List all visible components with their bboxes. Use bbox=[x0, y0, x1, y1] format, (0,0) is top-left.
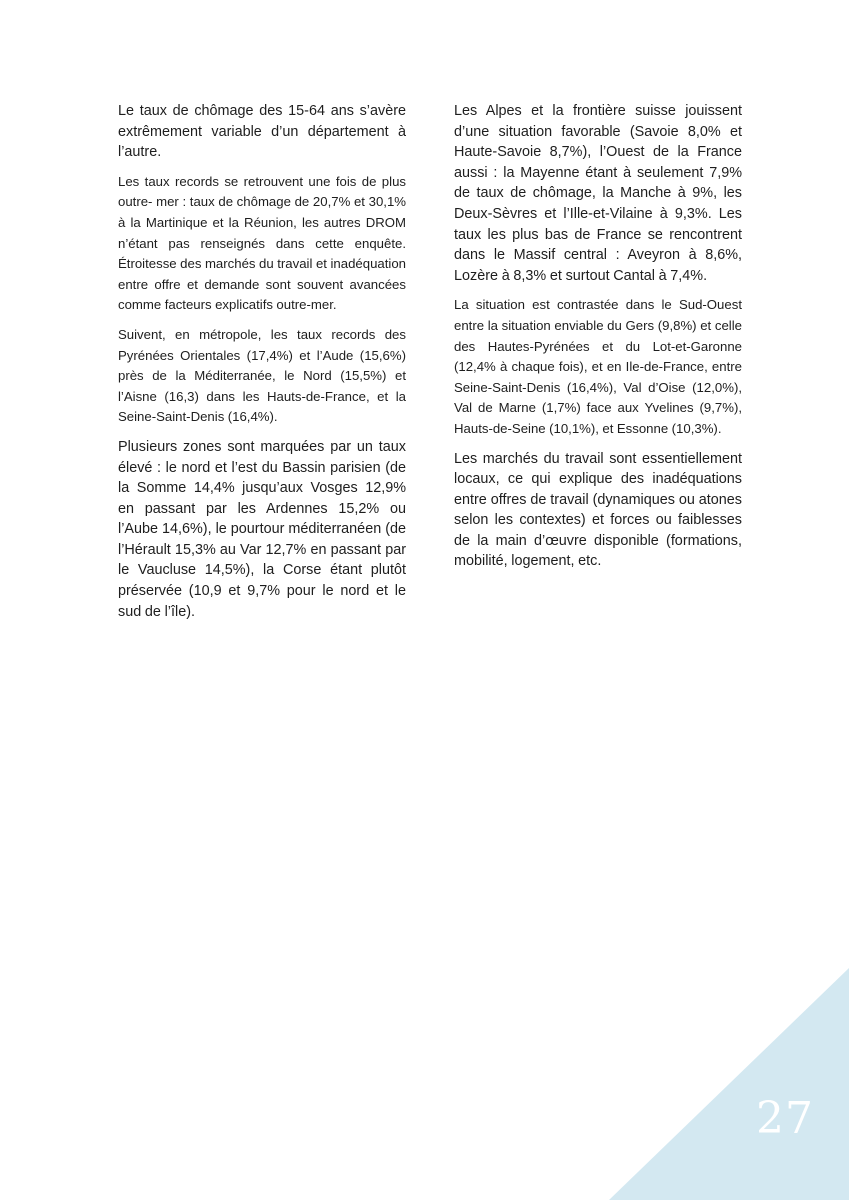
paragraph-high-rate-zones: Plusieurs zones sont marquées par un taux élevé : le nord et l’est du Bassin parisien (de la Somme 14,4% jusqu’aux Vosges 12,9% en passant par les Ardennes 15,2% ou l’Aube 14,6%), le pourtour méditerranéen (de l’Hérault 15,3% au Var 12,7% en passant par le Vaucluse 14,5%), la Corse étant plutôt préservée (10,9 et 9,7% pour le nord et le sud de l’île). bbox=[118, 438, 406, 620]
page-number: 27 bbox=[756, 1093, 814, 1144]
paragraph-favorable-regions: Les Alpes et la frontière suisse jouissent d’une situation favorable (Savoie 8,0% et Haute-Savoie 8,7%), l’Ouest de la France aussi : la Mayenne étant à seulement 7,9% de taux de chômage, la Manche à 9%, les Deux-Sèvres et l’Ille-et-Vilaine à 9,3%. Les taux les plus bas de France se rencontrent dans le Massif central : Aveyron à 8,6%, Lozère à 8,3% et surtout Cantal à 7,4%. bbox=[454, 103, 742, 284]
right-column bbox=[454, 101, 742, 581]
left-column bbox=[118, 101, 406, 631]
corner-triangle-shape bbox=[609, 968, 849, 1200]
corner-triangle-decoration bbox=[609, 968, 849, 1200]
paragraph-local-markets: Les marchés du travail sont essentiellement locaux, ce qui explique des inadéquations entre offres de travail (dynamiques ou atones selon les contextes) et forces ou faiblesses de la main d’œuvre disponible (formations, mobilité, logement, etc. bbox=[454, 450, 742, 570]
paragraph-outre-mer: Les taux records se retrouvent une fois de plus outre- mer : taux de chômage de 20,7% et 30,1% à la Martinique et la Réunion, les autres DROM n’étant pas renseignés dans cette enquête. Étroitesse des marchés du travail et inadéquation entre offre et demande sont souvent avancées comme facteurs explicatifs outre-mer. bbox=[118, 173, 406, 313]
paragraph-intro: Le taux de chômage des 15-64 ans s’avère extrêmement variable d’un département à l’autre. bbox=[118, 103, 406, 161]
paragraph-contrasted-regions: La situation est contrastée dans le Sud-Ouest entre la situation enviable du Gers (9,8%) et celle des Hautes-Pyrénées et du Lot-et-Garonne (12,4% à chaque fois), et en Ile-de-France, entre Seine-Saint-Denis (16,4%), Val d’Oise (12,0%), Val de Marne (1,7%) face aux Yvelines (9,7%), Hauts-de-Seine (10,1%), et Essonne (10,3%). bbox=[454, 297, 742, 436]
paragraph-metropole-records: Suivent, en métropole, les taux records des Pyrénées Orientales (17,4%) et l’Aude (15,6%) près de la Méditerranée, le Nord (15,5%) et l’Aisne (16,3) dans les Hauts-de-France, et la Seine-Saint-Denis (16,4%). bbox=[118, 326, 406, 425]
